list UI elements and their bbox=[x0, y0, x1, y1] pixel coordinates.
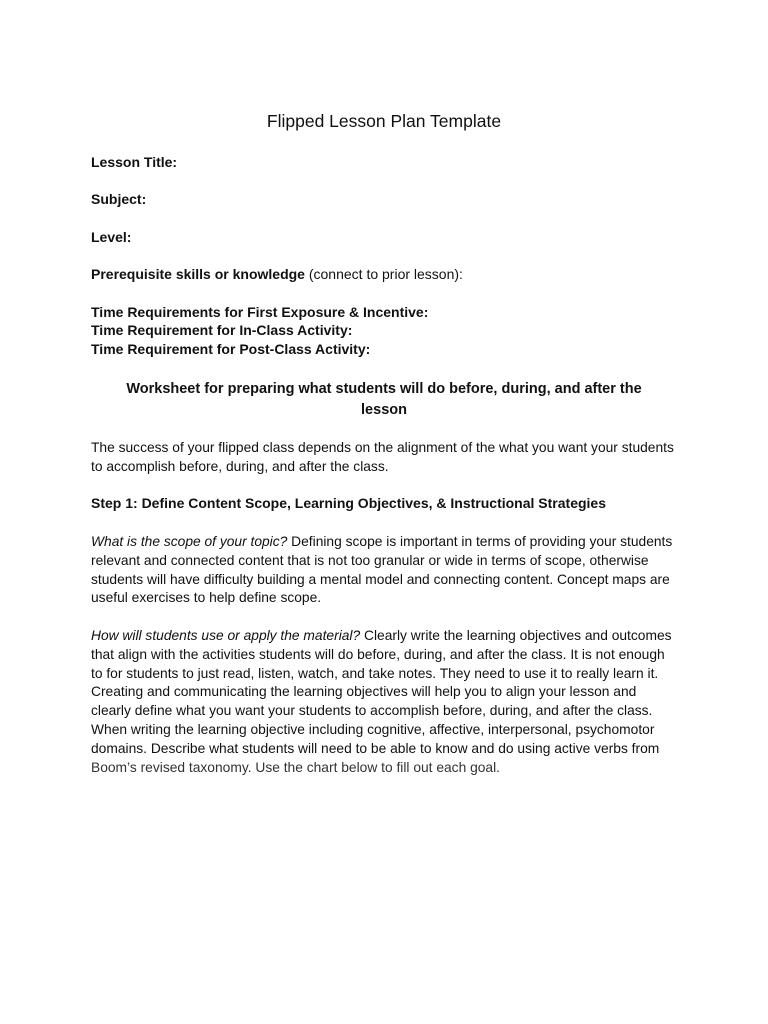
prerequisite-note: (connect to prior lesson): bbox=[304, 266, 463, 282]
worksheet-heading bbox=[100, 379, 668, 421]
level-field: Level: bbox=[91, 229, 132, 245]
apply-line: When writing the learning objective including cognitive, affective, interpersonal, psychomotor bbox=[91, 721, 655, 737]
apply-line bbox=[91, 627, 691, 646]
time-first-exposure-field: Time Requirements for First Exposure & Incentive: bbox=[91, 304, 429, 320]
apply-line: Boom’s revised taxonomy. Use the chart below to fill out each goal. bbox=[91, 759, 501, 775]
scope-question: What is the scope of your topic? bbox=[91, 534, 288, 549]
scope-line bbox=[91, 533, 691, 552]
subject-field: Subject: bbox=[91, 191, 147, 207]
apply-line: clearly define what you want your students to accomplish before, during, and after the class. bbox=[91, 703, 653, 719]
apply-paragraph bbox=[91, 627, 691, 777]
scope-line: students will have difficulty building a mental model and connecting content. Concept maps are bbox=[91, 571, 670, 587]
intro-line: to accomplish before, during, and after the class. bbox=[91, 458, 389, 474]
worksheet-heading-line-1: Worksheet for preparing what students will do before, during, and after the bbox=[126, 381, 642, 397]
lesson-title-field: Lesson Title: bbox=[91, 154, 178, 170]
apply-line: to for students to just read, listen, watch, and take notes. They need to use it to really learn it. bbox=[91, 665, 659, 681]
scope-paragraph bbox=[91, 533, 691, 608]
apply-line: domains. Describe what students will need to be able to know and do using active verbs from bbox=[91, 740, 660, 756]
scope-line-1-rest: Defining scope is important in terms of providing your students bbox=[287, 534, 673, 549]
intro-line: The success of your flipped class depends on the alignment of the what you want your students bbox=[91, 440, 674, 455]
apply-question: How will students use or apply the material? bbox=[91, 628, 361, 643]
time-in-class-field: Time Requirement for In-Class Activity: bbox=[91, 322, 353, 338]
worksheet-heading-line-2: lesson bbox=[361, 402, 407, 418]
scope-line: useful exercises to help define scope. bbox=[91, 590, 322, 606]
document-title: Flipped Lesson Plan Template bbox=[266, 111, 502, 131]
apply-line: that align with the activities students will do before, during, and after the class. It is not enough bbox=[91, 646, 665, 662]
time-post-class-field: Time Requirement for Post-Class Activity: bbox=[91, 341, 371, 357]
apply-line: Creating and communicating the learning objectives will help you to align your lesson and bbox=[91, 684, 637, 700]
apply-line-1-rest: Clearly write the learning objectives and outcomes bbox=[360, 628, 672, 643]
intro-paragraph bbox=[91, 439, 691, 477]
prerequisite-label: Prerequisite skills or knowledge bbox=[91, 266, 305, 282]
prerequisite-field bbox=[91, 266, 463, 282]
step-1-heading: Step 1: Define Content Scope, Learning Objectives, & Instructional Strategies bbox=[91, 495, 606, 511]
scope-line: relevant and connected content that is not too granular or wide in terms of scope, otherwise bbox=[91, 552, 649, 568]
